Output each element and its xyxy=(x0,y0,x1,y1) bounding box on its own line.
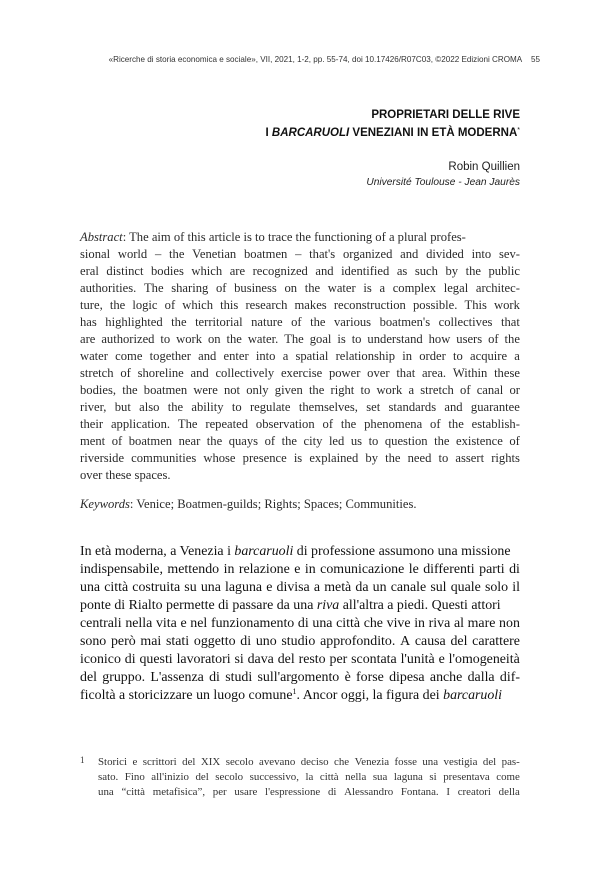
body-line: In età moderna, a Venezia i barcaruoli di professione assumono una missione xyxy=(80,544,511,559)
abstract-line: riverside communities whose presence is explained by the need to assert rights xyxy=(80,451,520,465)
body-line: iconico di questi lavoratori si dava del resto per scontata l'unità e l'omogeneità xyxy=(80,652,520,667)
author-name: Robin Quillien xyxy=(448,161,520,173)
body-line: una città costruita su una laguna e divisa a metà da un canale sul quale solo il xyxy=(80,580,520,595)
abstract-label: Abstract xyxy=(80,230,123,244)
abstract-line: ture, the logic of which this research makes reconstruction possible. This work xyxy=(80,298,520,312)
abstract-line: Abstract: The aim of this article is to trace the functioning of a plural profes- xyxy=(80,230,466,244)
footnote xyxy=(80,755,520,800)
abstract xyxy=(80,229,520,484)
abstract-line: ment of boatmen near the quays of the city led us to question the existence of xyxy=(80,434,520,448)
body-paragraph xyxy=(80,543,520,705)
body-line: indispensabile, mettendo in relazione e in comunicazione le differenti parti di xyxy=(80,562,520,577)
footnote-reference[interactable]: 1 xyxy=(292,687,297,696)
title-line-1: PROPRIETARI DELLE RIVE xyxy=(371,109,520,121)
title-line-2: I BARCARUOLI VENEZIANI IN ETÀ MODERNA* xyxy=(265,127,520,139)
abstract-line: stretch of shoreline and collectively exercise power over that area. Within these xyxy=(80,366,520,380)
body-line: centrali nella vita e nel funzionamento di una città che vive in riva al mare non xyxy=(80,616,520,631)
abstract-line: authorities. The sharing of business on the water is a complex legal architec- xyxy=(80,281,520,295)
abstract-line: over these spaces. xyxy=(80,468,171,482)
title-italic-word: BARCARUOLI xyxy=(271,127,350,139)
author-affiliation: Université Toulouse - Jean Jaurès xyxy=(366,177,520,188)
italic-term: barcaruoli xyxy=(234,544,294,559)
body-line: ficoltà a storicizzare un luogo comune$^1$. Ancor oggi, la figura dei barcaruoli xyxy=(80,687,503,703)
abstract-line: eral distinct bodies which are recognized and identified as such by the public xyxy=(80,264,520,278)
footnote-line: Storici e scrittori del XIX secolo avevano deciso che Venezia fosse una vestigia del pas- xyxy=(98,756,520,768)
footnote-marker: 1 xyxy=(80,755,85,765)
abstract-line: water come together and enter into a spatial relationship in order to acquire a xyxy=(80,349,520,363)
page-number: 55 xyxy=(530,55,540,64)
abstract-line: sional world – the Venetian boatmen – that's organized and divided into sev- xyxy=(80,247,520,261)
body-line: ponte di Rialto permette di passare da una riva all'altra a piedi. Questi attori xyxy=(80,598,501,613)
abstract-line: river, but also the ability to regulate themselves, set standards and guarantee xyxy=(80,400,520,414)
abstract-line: their application. The repeated observation of the phenomena of the establish- xyxy=(80,417,520,431)
abstract-line: bodies, the boatmen were not only given the right to work a stretch of canal or xyxy=(80,383,520,397)
footnote-line: una “città metafisica”, per usare l'espressione di Alessandro Fontana. I creatori della xyxy=(98,786,520,798)
footnote-line: sato. Fino all'inizio del secolo successivo, la città nella sua laguna si presentava come xyxy=(98,771,520,783)
body-line: del gruppo. L'assenza di studi sull'argomento è forse dipesa anche dalla dif- xyxy=(80,670,520,685)
title-footnote-marker: * xyxy=(517,127,520,134)
body-line: sono però mai stati oggetto di uno studio approfondito. A causa del carattere xyxy=(80,634,520,649)
article-title xyxy=(266,108,520,141)
italic-term: barcaruoli xyxy=(443,688,503,703)
keywords-text: : Venice; Boatmen-guilds; Rights; Spaces; Communities. xyxy=(129,497,417,511)
keywords xyxy=(80,496,520,513)
abstract-line: are authorized to work on the water. The goal is to understand how users of the xyxy=(80,332,520,346)
keywords-label: Keywords xyxy=(80,497,130,511)
running-head-citation: «Ricerche di storia economica e sociale», VII, 2021, 1-2, pp. 55-74, doi 10.17426/R07C03, ©2022 Edizioni CROMA xyxy=(108,55,522,64)
abstract-line: has highlighted the territorial nature of the various boatmen's collectives that xyxy=(80,315,520,329)
italic-term: riva xyxy=(316,598,340,613)
running-head xyxy=(60,55,540,64)
